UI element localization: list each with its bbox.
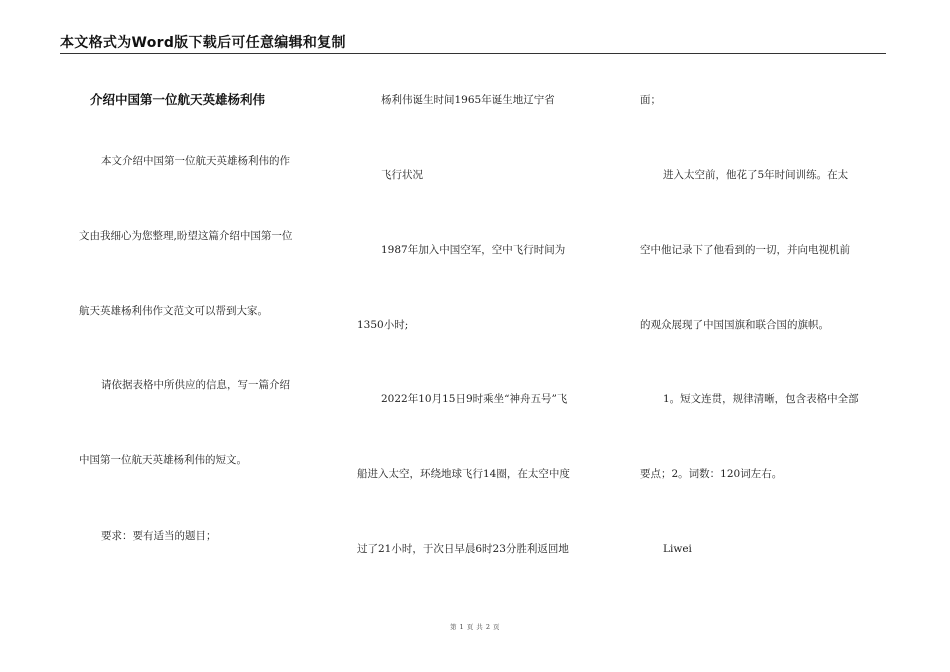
body-line: 飞行状况 — [381, 169, 423, 181]
page-number: 第 1 页 共 2 页 — [449, 623, 501, 631]
article-title: 介绍中国第一位航天英雄杨利伟 — [90, 92, 266, 107]
text-column-1 — [0, 0, 340, 672]
body-line: 的观众展现了中国国旗和联合国的旗帜。 — [640, 319, 829, 331]
body-line: 面； — [640, 94, 661, 106]
body-line: 中国第一位航天英雄杨利伟的短文。 — [79, 454, 247, 466]
body-line: 航天英雄杨利伟作文范文可以帮到大家。 — [79, 305, 268, 317]
text-column-3 — [630, 0, 900, 672]
body-line: 1987年加入中国空军，空中飞行时间为 — [381, 244, 566, 256]
body-line: 2022年10月15日9时乘坐“神舟五号”飞 — [381, 393, 568, 405]
text-column-2 — [340, 0, 630, 672]
body-line: 船进入太空，环绕地球飞行14圈，在太空中度 — [357, 468, 570, 480]
body-line: 请依据表格中所供应的信息，写一篇介绍 — [101, 379, 290, 391]
header-title: 本文格式为Word版下载后可任意编辑和复制 — [60, 35, 346, 51]
body-line: 杨利伟诞生时间1965年诞生地辽宁省 — [381, 94, 555, 106]
body-line: Liwei — [663, 543, 692, 555]
body-line: 文由我细心为您整理,盼望这篇介绍中国第一位 — [79, 230, 293, 242]
body-line: 空中他记录下了他看到的一切，并向电视机前 — [640, 244, 850, 256]
body-line: 本文介绍中国第一位航天英雄杨利伟的作 — [101, 155, 290, 167]
body-line: 1。短文连贯，规律清晰，包含表格中全部 — [663, 393, 859, 405]
body-line: 要求：要有适当的题目； — [101, 530, 217, 542]
body-line: 要点；2。词数：120词左右。 — [640, 468, 783, 480]
body-line: 1350小时; — [357, 319, 409, 331]
body-line: 进入太空前，他花了5年时间训练。在太 — [663, 169, 849, 181]
body-line: 过了21小时，于次日早晨6时23分胜利返回地 — [357, 543, 569, 555]
